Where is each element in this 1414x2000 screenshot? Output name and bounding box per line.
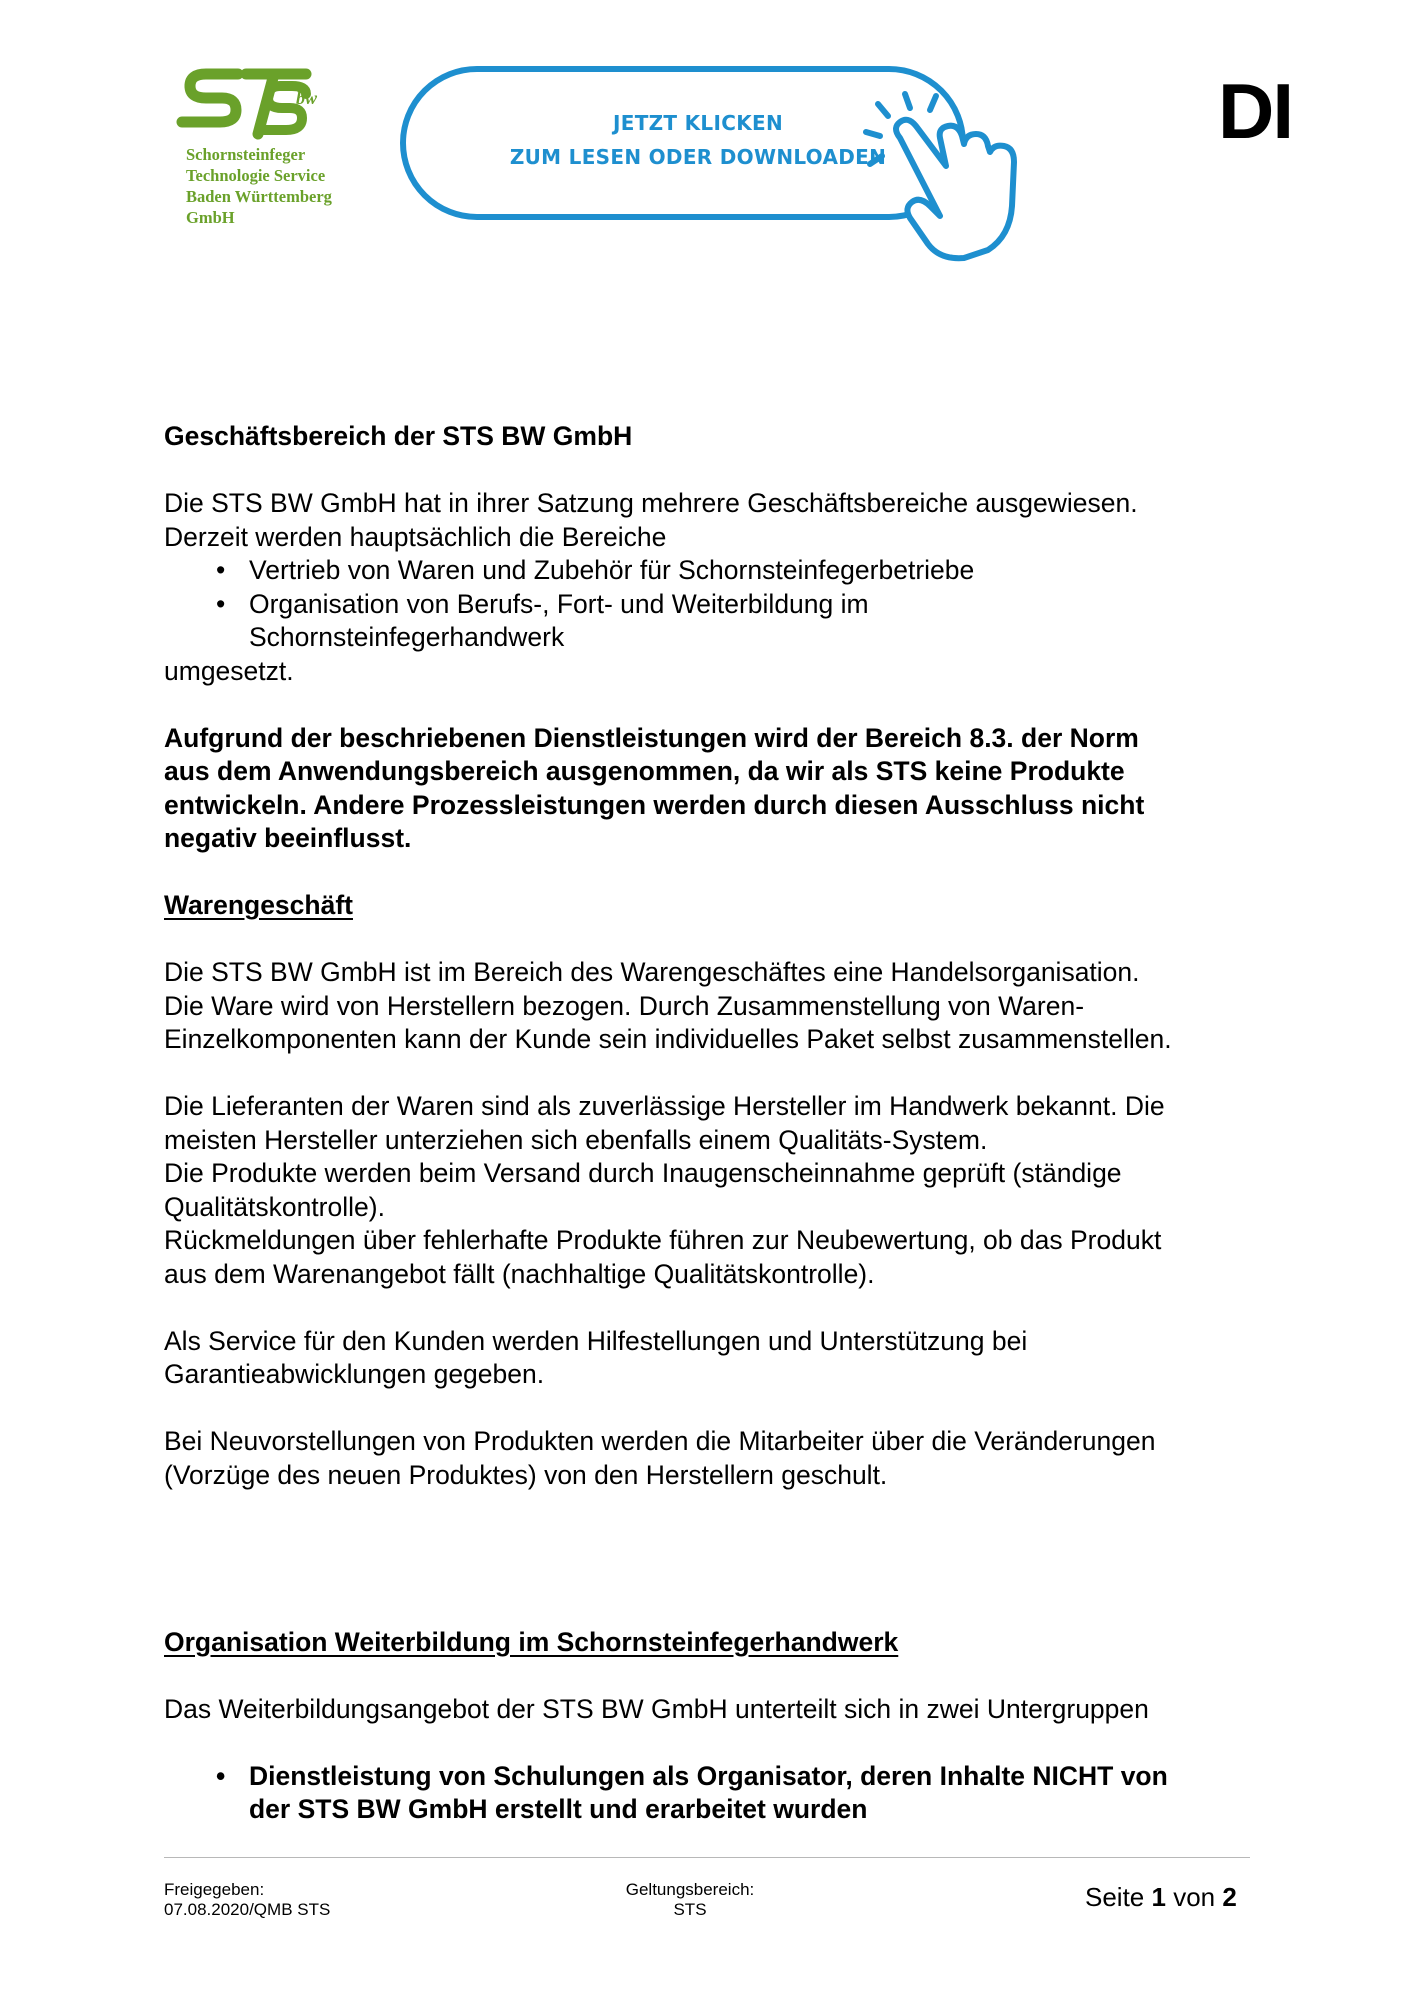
paragraph-line: Rückmeldungen über fehlerhafte Produkte führen zur Neubewertung, ob das Produkt [164,1225,1162,1255]
bullet-icon: • [216,1760,226,1791]
paragraph-line: Die Produkte werden beim Versand durch Inaugenscheinnahme geprüft (ständige [164,1158,1122,1188]
paragraph-line: Einzelkomponenten kann der Kunde sein individuelles Paket selbst zusammenstellen. [164,1024,1172,1054]
logo-line: Baden Württemberg [186,187,332,206]
paragraph [164,956,1284,1057]
paragraph-line: umgesetzt. [164,655,294,686]
footer-released [164,1880,330,1920]
footer-released-label: Freigegeben: [164,1880,265,1899]
paragraph-line: aus dem Anwendungsbereich ausgenommen, da wir als STS keine Produkte [164,756,1125,786]
page-prefix: Seite [1085,1882,1145,1912]
weiterbildung-list [164,1760,1284,1827]
cta-line-1: JETZT KLICKEN [612,111,783,135]
bullet-icon: • [216,555,226,585]
list-item [164,588,1284,655]
paragraph-line: negativ beeinflusst. [164,823,412,853]
page-title: Geschäftsbereich der STS BW GmbH [164,421,633,451]
spacer [164,1592,1284,1626]
paragraph-line: Die STS BW GmbH ist im Bereich des Warengeschäftes eine Handelsorganisation. [164,957,1140,987]
cta-label [438,106,958,174]
list-item [164,554,1284,588]
list-item-text: Organisation von Berufs-, Fort- und Weiterbildung im [249,588,869,619]
footer-scope [560,1880,820,1920]
footer-released-value: 07.08.2020/QMB STS [164,1900,331,1919]
company-logo [176,64,356,234]
cta-line-2: ZUM LESEN ODER DOWNLOADEN [509,145,887,169]
page-mid: von [1173,1882,1216,1912]
page-number [1085,1882,1237,1912]
paragraph [164,1090,1284,1291]
paragraph-line: Die Ware wird von Herstellern bezogen. Durch Zusammenstellung von Waren- [164,990,1085,1021]
paragraph-line: aus dem Warenangebot fällt (nachhaltige Qualitätskontrolle). [164,1258,875,1289]
list-item-text: Vertrieb von Waren und Zubehör für Schornsteinfegerbetriebe [249,555,975,585]
paragraph [164,1325,1284,1392]
section-heading-weiterbildung: Organisation Weiterbildung im Schornsteinfegerhandwerk [164,1626,899,1657]
footer-divider [164,1857,1250,1858]
document-code: DI [1218,67,1292,155]
paragraph-line: Bei Neuvorstellungen von Produkten werden die Mitarbeiter über die Veränderungen [164,1426,1156,1456]
sts-logo-mark [176,64,346,140]
paragraph-line: meisten Hersteller unterziehen sich ebenfalls einem Qualitäts-System. [164,1124,988,1155]
logo-line: GmbH [186,208,235,227]
paragraph-line: entwickeln. Andere Prozessleistungen werden durch diesen Ausschluss nicht [164,789,1145,820]
paragraph-line: Garantieabwicklungen gegeben. [164,1359,545,1389]
section-heading-warengeschaeft: Warengeschäft [164,890,353,920]
list-item-text: Schornsteinfegerhandwerk [249,622,565,652]
logo-sub: bw [296,88,318,108]
paragraph-line: Die STS BW GmbH hat in ihrer Satzung mehrere Geschäftsbereiche ausgewiesen. [164,488,1138,518]
page-total: 2 [1222,1882,1237,1912]
logo-line: Schornsteinfeger [186,145,306,164]
paragraph-line: Aufgrund der beschriebenen Dienstleistungen wird der Bereich 8.3. der Norm [164,722,1139,753]
paragraph-line: Derzeit werden hauptsächlich die Bereiche [164,521,667,552]
footer-scope-label: Geltungsbereich: [625,1880,755,1899]
paragraph-line: Das Weiterbildungsangebot der STS BW GmbH unterteilt sich in zwei Untergruppen [164,1693,1149,1724]
list-item [164,1760,1284,1827]
logo-company-name [186,144,366,228]
bullet-icon: • [216,588,226,619]
document-body [164,420,1284,1827]
spacer [164,1492,1284,1592]
paragraph [164,1425,1284,1492]
business-areas-list [164,554,1284,655]
page-current: 1 [1151,1882,1166,1912]
footer-scope-value: STS [673,1900,707,1919]
paragraph-line: Die Lieferanten der Waren sind als zuverlässige Hersteller im Handwerk bekannt. Die [164,1091,1165,1121]
paragraph-line: Qualitätskontrolle). [164,1191,385,1222]
exclusion-note [164,722,1284,856]
list-item-text: Dienstleistung von Schulungen als Organisator, deren Inhalte NICHT von [249,1760,1168,1791]
list-item-text: der STS BW GmbH erstellt und erarbeitet wurden [249,1794,868,1824]
paragraph-line: Als Service für den Kunden werden Hilfestellungen und Unterstützung bei [164,1325,1028,1356]
logo-line: Technologie Service [186,166,326,185]
paragraph-line: (Vorzüge des neuen Produktes) von den Herstellern geschult. [164,1459,888,1490]
read-download-button[interactable] [400,66,1064,262]
